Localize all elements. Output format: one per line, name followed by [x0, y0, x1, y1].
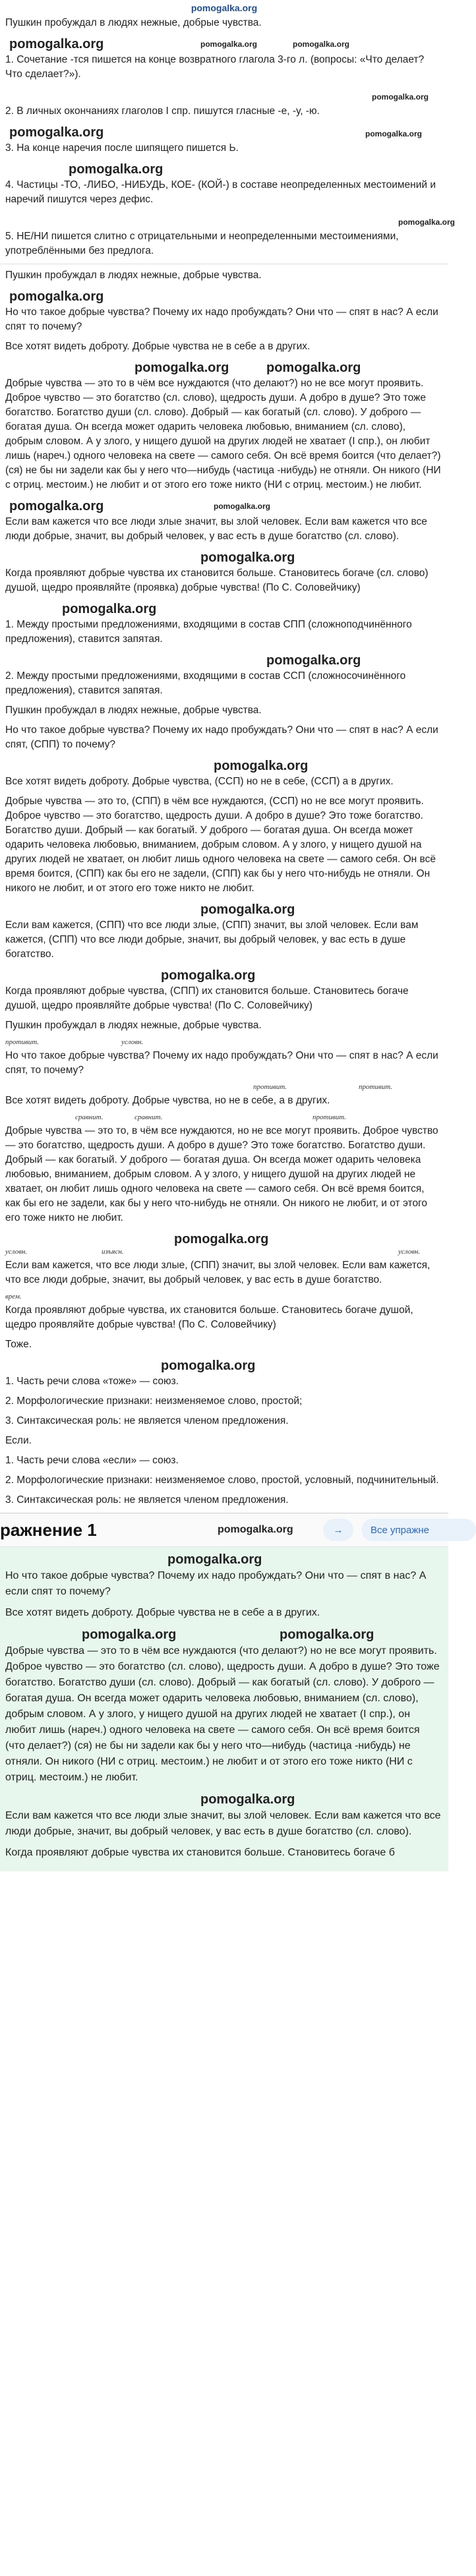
paragraph: Когда проявляют добрые чувства, (СПП) их становится больше. Становитесь богаче душой, щедро проявляйте добрые чувства! (По С. Соловейчику)	[5, 985, 409, 1011]
annotation-row	[3, 1293, 446, 1303]
paragraph: Но что такое добрые чувства? Почему их надо пробуждать? Они что — спят в нас? А если спят, то почему?	[5, 1050, 438, 1076]
annotation: врем.	[5, 1293, 22, 1301]
all-exercises-button[interactable]: Все упражне	[361, 1519, 476, 1541]
part1	[0, 268, 448, 698]
watermark: pomogalka.org	[9, 37, 104, 51]
watermark-row	[3, 757, 446, 775]
watermark: pomogalka.org	[293, 40, 350, 49]
paragraph: Все хотят видеть доброту. Добрые чувства, но не в себе, а в других.	[5, 1095, 330, 1106]
annotation: противит.	[253, 1083, 287, 1091]
annotation: условн.	[5, 1248, 28, 1256]
top-bar	[0, 0, 448, 16]
watermark: pomogalka.org	[365, 129, 423, 138]
annotation: противит.	[312, 1113, 347, 1121]
watermark: pomogalka.org	[9, 125, 104, 140]
watermark: pomogalka.org	[398, 218, 456, 227]
watermark-row	[3, 1626, 446, 1643]
paragraph: Если вам кажется, (СПП) что все люди злые, (СПП) значит, вы злой человек. Если вам кажется, (СПП) что все люди добрые, значит, вы добрый человек, у вас есть в душе богатство.	[5, 920, 419, 960]
watermark-row	[3, 498, 446, 515]
annotation: сравнит.	[75, 1113, 104, 1121]
rule-item: 2. В личных окончаниях глаголов I спр. пишутся гласные -е, -у, -ю.	[5, 105, 320, 117]
watermark: pomogalka.org	[200, 550, 295, 565]
annotation-row	[3, 1113, 446, 1124]
rule-item: 3. На конце наречия после шипящего пишется Ь.	[5, 142, 239, 154]
annotation: сравнит.	[134, 1113, 163, 1121]
annotation-row	[3, 1038, 446, 1049]
watermark-row	[3, 1791, 446, 1808]
rule-item: 1. Сочетание -тся пишется на конце возвратного глагола 3-го л. (вопросы: «Что делает? Что сделает?»).	[5, 54, 425, 80]
analysis-line: 2. Морфологические признаки: неизменяемое слово, простой;	[5, 1395, 303, 1407]
analysis-line: 3. Синтаксическая роль: не является членом предложения.	[5, 1494, 289, 1506]
watermark-row	[3, 87, 446, 104]
annotation: условн.	[398, 1248, 421, 1256]
analysis-line: 1. Часть речи слова «если» — союз.	[5, 1455, 179, 1466]
paragraph: Когда проявляют добрые чувства их становится больше. Становитесь богаче б	[5, 1847, 395, 1858]
paragraph: Добрые чувства — это то в чём все нуждаются (что делают?) но не все могут проявить. Доброе чувство — это богатство (сл. слово), щедрость души. А добро в душе? Это тоже богатство. Богатство души (сл. слово). Добрый — как богатый (сл. слово). У доброго — богатая душа. Он всегда может одарить человека любовью, вниманием (сл. слово), добрым словом. А у злого, у нищего душой на других людей не хватает (I спр.), он любит лишь (нареч.) одного человека на свете — самого себя. Он всё время боится (что делает?) (ся) не бы ни задели как бы у него что—нибудь (частица -нибудь) не отняли. Он никого (НИ с отриц. местоим.) не любит и от этого его тоже никто (НИ с отриц. местоим.) не любит.	[5, 378, 441, 490]
next-exercise-button[interactable]	[323, 1519, 353, 1541]
paragraph: Все хотят видеть доброту. Добрые чувства, (ССП) но не в себе, (ССП) а в других.	[5, 776, 394, 787]
watermark: pomogalka.org	[62, 602, 157, 616]
analysis	[0, 1337, 448, 1508]
analysis-line: Если.	[5, 1435, 32, 1446]
annotation: противит.	[359, 1083, 393, 1091]
annotation: противит.	[5, 1038, 40, 1046]
watermark: pomogalka.org	[372, 92, 429, 102]
watermark-row	[3, 212, 456, 229]
watermark: pomogalka.org	[161, 968, 256, 983]
watermark: pomogalka.org	[9, 499, 104, 513]
paragraph: Все хотят видеть доброту. Добрые чувства не в себе а в других.	[5, 1607, 320, 1618]
watermark: pomogalka.org	[167, 1552, 262, 1567]
paragraph: Пушкин пробуждал в людях нежные, добрые чувства.	[5, 705, 262, 716]
watermark: pomogalka.org	[214, 502, 271, 511]
analysis-line: 2. Морфологические признаки: неизменяемое слово, простой, условный, подчинительный.	[5, 1475, 439, 1486]
watermark: pomogalka.org	[134, 361, 229, 375]
watermark: pomogalka.org	[174, 1232, 269, 1246]
watermark: pomogalka.org	[266, 361, 361, 375]
paragraph: Добрые чувства — это то, в чём все нуждаются, но не все могут проявить. Доброе чувство — это богатство, щедрость души. А добро в душе? Это тоже богатство. Богатство души. Добрый — как богатый. У доброго — богатая душа. Он всегда может одарить человека любовью, вниманием, добрым словом. А у злого, у нищего душой на других людей не хватает, он любит лишь одного человека на свете — самого себя. Он всё время боится, как бы его не задели, как бы у него что-нибудь не отняли. Он никого не любит, и от этого его тоже никто не любит.	[5, 1125, 438, 1223]
watermark: pomogalka.org	[82, 1627, 177, 1642]
paragraph: Но что такое добрые чувства? Почему их надо пробуждать? Они что — спят в нас? А если спят то почему?	[5, 1570, 427, 1597]
watermark-row	[3, 124, 446, 141]
watermark-row	[3, 967, 446, 984]
watermark: pomogalka.org	[9, 289, 104, 304]
watermark-row	[3, 359, 446, 376]
analysis-line: 1. Часть речи слова «тоже» — союз.	[5, 1376, 179, 1387]
paragraph: Если вам кажется, что все люди злые, (СПП) значит, вы злой человек. Если вам кажется, что все люди добрые, значит, вы добрый человек, у вас есть в душе богатство.	[5, 1260, 431, 1285]
paragraph: 1. Между простыми предложениями, входящими в состав СПП (сложноподчинённого предложения), ставится запятая.	[5, 619, 412, 645]
watermark: pomogalka.org	[266, 653, 361, 668]
paragraph: Если вам кажется что все люди злые значит, вы злой человек. Если вам кажется что все люди добрые, значит, вы добрый человек, у вас есть в душе богатство (сл. слово).	[5, 1810, 441, 1837]
analysis-line: Тоже.	[5, 1339, 32, 1350]
part3	[0, 1018, 448, 1332]
watermark: pomogalka.org	[200, 40, 258, 49]
watermark-row	[3, 549, 446, 566]
paragraph: Пушкин пробуждал в людях нежные, добрые чувства.	[5, 270, 262, 281]
rule-item: 5. НЕ/НИ пишется слитно с отрицательными и неопределенными местоимениями, употреблёнными без предлога.	[5, 231, 399, 256]
paragraph: Если вам кажется что все люди злые значит, вы злой человек. Если вам кажется что все люди добрые, значит, вы добрый человек, у вас есть в душе богатство (сл. слово).	[5, 516, 427, 542]
paragraph: Но что такое добрые чувства? Почему их надо пробуждать? Они что — спят в нас? А если спят, (СПП) то почему?	[5, 724, 438, 750]
watermark: pomogalka.org	[161, 1359, 256, 1373]
paragraph: Но что такое добрые чувства? Почему их надо пробуждать? Они что — спят в нас? А если спят то почему?	[5, 307, 438, 332]
arrow-right-icon: →	[333, 1524, 343, 1536]
watermark: pomogalka.org	[218, 1524, 293, 1535]
paragraph: Добрые чувства — это то, (СПП) в чём все нуждаются, (ССП) но не все могут проявить. Доброе чувство — это богатство, щедрость души. А добро в душе? Это тоже богатство. Богатство души. Добрый — как богатый. У доброго — богатая душа. Он всегда может одарить человека любовью, вниманием, добрым словом. А у злого, у нищего душой на других людей не хватает, он любит лишь одного человека на свете — самого себя. Он всё время боится, (СПП) как бы его не задели, (СПП) как бы у него что-нибудь не отняли. Он никого не любит, и от этого его тоже никто не любит.	[5, 796, 436, 894]
rules-block	[0, 16, 456, 258]
rules-heading: Пушкин пробуждал в людях нежные, добрые чувства.	[5, 17, 262, 28]
watermark: pomogalka.org	[200, 902, 295, 917]
annotation-row	[3, 1248, 446, 1258]
watermark: pomogalka.org	[214, 759, 309, 773]
watermark-row	[3, 600, 446, 618]
analysis-line: 3. Синтаксическая роль: не является членом предложения.	[5, 1415, 289, 1426]
paragraph: 2. Между простыми предложениями, входящими в состав ССП (сложносочинённого предложения), ставится запятая.	[5, 670, 406, 696]
exercise-title: ражнение 1	[0, 1519, 97, 1540]
paragraph: Когда проявляют добрые чувства их становится больше. Становитесь богаче (сл. слово) душой, щедро проявляйте (проявка) добрые чувства! (По С. Соловейчику)	[5, 568, 429, 593]
annotation: условн.	[121, 1038, 144, 1046]
watermark-row	[3, 288, 446, 305]
answer-section	[0, 1547, 448, 1871]
watermark-row	[3, 901, 446, 918]
watermark: pomogalka.org	[200, 1792, 295, 1807]
watermark-row	[3, 652, 446, 669]
watermark-row	[3, 36, 446, 53]
watermark-row	[3, 1357, 446, 1374]
watermark: pomogalka.org	[69, 162, 164, 177]
site-logo[interactable]: pomogalka.org	[191, 3, 258, 13]
part2	[0, 703, 448, 1013]
rule-item: 4. Частицы -ТО, -ЛИБО, -НИБУДЬ, КОЕ- (КОЙ-) в составе неопределенных местоимений и наречий пишутся через дефис.	[5, 179, 436, 205]
paragraph: Пушкин пробуждал в людях нежные, добрые чувства.	[5, 1020, 262, 1031]
annotation: изъясн.	[102, 1248, 124, 1256]
watermark-row	[3, 1231, 446, 1248]
paragraph: Когда проявляют добрые чувства, их становится больше. Становитесь богаче душой, щедро проявляйте добрые чувства! (По С. Соловейчику)	[5, 1304, 413, 1330]
watermark-row	[3, 1551, 446, 1568]
watermark-row	[3, 161, 446, 178]
annotation-row	[3, 1083, 446, 1094]
paragraph: Все хотят видеть доброту. Добрые чувства не в себе а в других.	[5, 341, 311, 352]
exercise-bar	[0, 1513, 448, 1547]
paragraph: Добрые чувства — это то в чём все нуждаются (что делают?) но не все могут проявить. Доброе чувство — это богатство (сл. слово), щедрость души. А добро в душе? Это тоже богатство. Богатство души (сл. слово). Добрый — как богатый (сл. слово). У доброго — богатая душа. Он всегда может одарить человека любовью, вниманием (сл. слово), добрым словом. А у злого, у нищего душой на других людей не хватает (I спр.), он любит лишь (нареч.) одного человека на свете — самого себя. Он всё время боится (что делает?) (ся) не бы ни задели как бы у него что—нибудь (частица -нибудь) не отняли. Он никого (НИ с отриц. местоим.) не любит и от этого его тоже никто (НИ с отриц. местоим.) не любит.	[5, 1645, 440, 1783]
watermark: pomogalka.org	[280, 1627, 374, 1642]
